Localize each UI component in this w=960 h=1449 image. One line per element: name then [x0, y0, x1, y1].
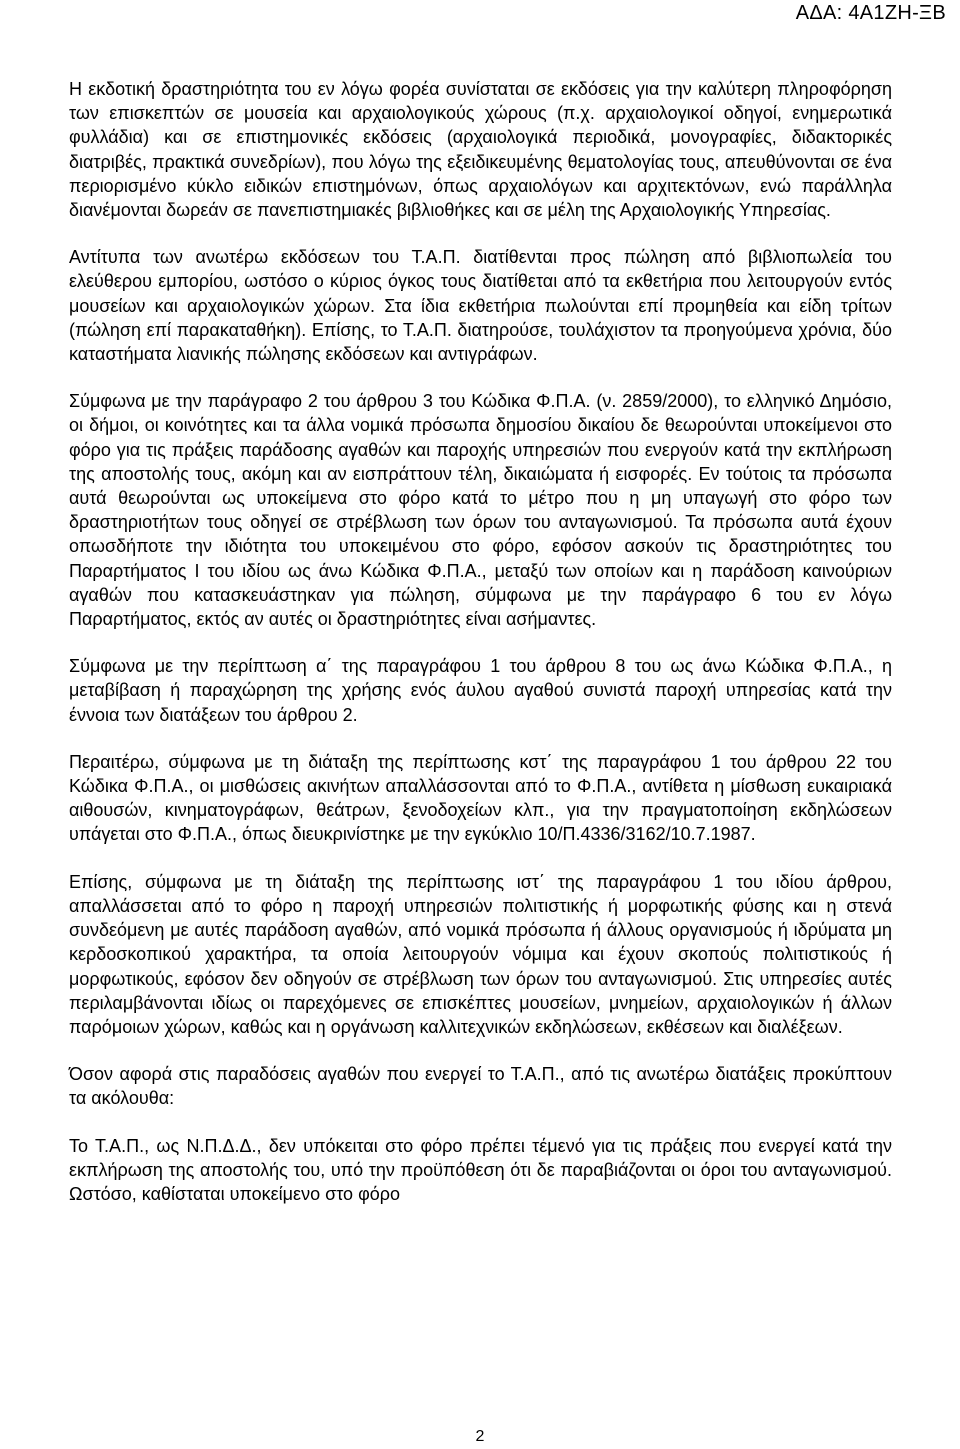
document-body	[69, 77, 892, 1206]
ada-code: ΑΔΑ: 4Α1ΖΗ-ΞΒ	[795, 2, 946, 24]
paragraph-1: Η εκδοτική δραστηριότητα του εν λόγω φορέα συνίσταται σε εκδόσεις για την καλύτερη πληροφόρηση των επισκεπτών σε μουσεία και αρχαιολογικούς χώρους (π.χ. αρχαιολογικοί οδηγοί, ενημερωτικά φυλλάδια) και σε επιστημονικές εκδόσεις (αρχαιολογικά περιοδικά, μονογραφίες, διδακτορικές διατριβές, πρακτικά συνεδρίων), που λόγω της εξειδικευμένης θεματολογίας τους, απευθύνονται σε ένα περιορισμένο κύκλο ειδικών επιστημόνων, όπως αρχαιολόγων και αρχιτεκτόνων, ενώ παράλληλα διανέμονται δωρεάν σε πανεπιστημιακές βιβλιοθήκες και σε μέλη της Αρχαιολογικής Υπηρεσίας.	[69, 79, 892, 221]
paragraph-5: Περαιτέρω, σύμφωνα με τη διάταξη της περίπτωσης κστ΄ της παραγράφου 1 του άρθρου 22 του Κώδικα Φ.Π.Α., οι μισθώσεις ακινήτων απαλλάσσονται από το Φ.Π.Α., αντίθετα η μίσθωση ευκαιριακά αιθουσών, κινηματογράφων, θεάτρων, ξενοδοχείων κλπ., για την πραγματοποίηση εκδηλώσεων υπάγεται στο Φ.Π.Α., όπως διευκρινίστηκε με την εγκύκλιο 10/Π.4336/3162/10.7.1987.	[69, 751, 892, 845]
paragraph-3: Σύμφωνα με την παράγραφο 2 του άρθρου 3 του Κώδικα Φ.Π.Α. (ν. 2859/2000), το ελληνικό Δημόσιο, οι δήμοι, οι κοινότητες και τα άλλα νομικά πρόσωπα δημοσίου δικαίου δε θεωρούνται υποκείμενοι στο φόρο για τις πράξεις παράδοσης αγαθών και παροχής υπηρεσιών που ενεργούν κατά την εκπλήρωση της αποστολής τους, ακόμη και αν εισπράττουν τέλη, δικαιώματα ή εισφορές. Εν τούτοις τα πρόσωπα αυτά θεωρούνται ως υποκείμενα στο φόρο κατά το μέτρο που η μη υπαγωγή στο φόρο των δραστηριοτήτων τους οδηγεί σε στρέβλωση των όρων του ανταγωνισμού. Τα πρόσωπα αυτά έχουν οπωσδήποτε την ιδιότητα του υποκειμένου στο φόρο, εφόσον ασκούν τις δραστηριότητες του Παραρτήματος Ι του ιδίου ως άνω Κώδικα Φ.Π.Α., μεταξύ των οποίων και η παράδοση καινούριων αγαθών που κατασκευάστηκαν για πώληση, σύμφωνα με την παράγραφο 6 του εν λόγω Παραρτήματος, εκτός αν αυτές οι δραστηριότητες είναι ασήμαντες.	[69, 391, 892, 630]
paragraph-6: Επίσης, σύμφωνα με τη διάταξη της περίπτωσης ιστ΄ της παραγράφου 1 του ιδίου άρθρου, απαλλάσσεται από το φόρο η παροχή υπηρεσιών πολιτιστικής ή μορφωτικής φύσης και η στενά συνδεόμενη με αυτές παράδοση αγαθών, από νομικά πρόσωπα ή άλλους οργανισμούς ή ιδρύματα μη κερδοσκοπικού χαρακτήρα, τα οποία λειτουργούν νόμιμα και έχουν σκοπούς πολιτιστικούς ή μορφωτικούς, εφόσον δεν οδηγούν σε στρέβλωση των όρων του ανταγωνισμού. Στις υπηρεσίες αυτές περιλαμβάνονται ιδίως οι παρεχόμενες σε επισκέπτες μουσείων, μνημείων, αρχαιολογικών ή άλλων παρόμοιων χώρων, καθώς και η οργάνωση καλλιτεχνικών εκδηλώσεων, εκθέσεων και διαλέξεων.	[69, 871, 892, 1037]
paragraph-7: Όσον αφορά στις παραδόσεις αγαθών που ενεργεί το Τ.Α.Π., από τις ανωτέρω διατάξεις προκύπτουν τα ακόλουθα:	[69, 1064, 892, 1109]
paragraph-2: Αντίτυπα των ανωτέρω εκδόσεων του Τ.Α.Π. διατίθενται προς πώληση από βιβλιοπωλεία του ελεύθερου εμπορίου, ωστόσο ο κύριος όγκος τους διατίθεται από τα εκθετήρια που λειτουργούν εντός μουσείων και αρχαιολογικών χώρων. Στα ίδια εκθετήρια πωλούνται επί προμηθεία και είδη τρίτων (πώληση επί παρακαταθήκη). Επίσης, το Τ.Α.Π. διατηρούσε, τουλάχιστον τα προηγούμενα χρόνια, δύο καταστήματα λιανικής πώλησης εκδόσεων και αντιγράφων.	[69, 247, 892, 365]
paragraph-4: Σύμφωνα με την περίπτωση α΄ της παραγράφου 1 του άρθρου 8 του ως άνω Κώδικα Φ.Π.Α., η μεταβίβαση ή παραχώρηση της χρήσης ενός άυλου αγαθού συνιστά παροχή υπηρεσίας κατά την έννοια των διατάξεων του άρθρου 2.	[69, 656, 892, 725]
page-number: 2	[475, 1428, 485, 1445]
paragraph-8: Το Τ.Α.Π., ως Ν.Π.Δ.Δ., δεν υπόκειται στο φόρο πρέπει τέμενό για τις πράξεις που ενεργεί κατά την εκπλήρωση της αποστολής του, υπό την προϋπόθεση ότι δε παραβιάζονται οι όροι του ανταγωνισμού. Ωστόσο, καθίσταται υποκείμενο στο φόρο	[69, 1135, 892, 1204]
